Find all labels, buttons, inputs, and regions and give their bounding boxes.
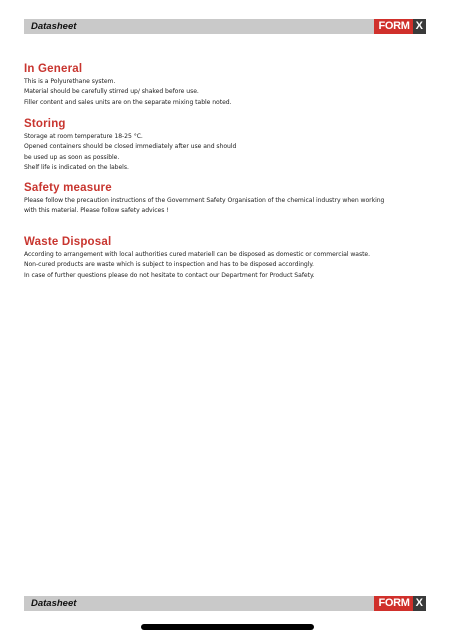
- body-line: Opened containers should be closed immediately after use and should: [24, 143, 237, 151]
- footer-title: Datasheet: [31, 598, 77, 609]
- section-heading: Storing: [24, 118, 66, 130]
- logo-x: X: [413, 596, 426, 611]
- section-storing: [24, 117, 434, 173]
- header-title: Datasheet: [31, 21, 77, 32]
- body-line: Material should be carefully stirred up/ shaked before use.: [24, 88, 199, 96]
- body-line: be used up as soon as possible.: [24, 153, 120, 161]
- header-bar: [24, 19, 426, 34]
- section-heading: Waste Disposal: [24, 236, 112, 248]
- body-line: Shelf life is indicated on the labels.: [24, 163, 129, 171]
- section-heading: In General: [24, 63, 83, 75]
- home-indicator[interactable]: [141, 624, 314, 630]
- section-waste: [24, 235, 434, 281]
- body-line: Storage at room temperature 18-25 °C.: [24, 133, 143, 140]
- logo-x: X: [413, 19, 426, 34]
- logo-text: FORM: [374, 596, 412, 611]
- body-line: Filler content and sales units are on the separate mixing table noted.: [24, 98, 232, 106]
- section-heading: Safety measure: [24, 182, 112, 194]
- section-safety: [24, 181, 434, 217]
- brand-logo: [374, 596, 426, 611]
- body-line: According to arrangement with local authorities cured materiell can be disposed as domestic or commercial waste.: [24, 251, 371, 258]
- brand-logo: [374, 19, 426, 34]
- body-line: This is a Polyurethane system.: [24, 78, 116, 85]
- body-line: In case of further questions please do not hesitate to contact our Department for Product Safety.: [24, 271, 315, 279]
- section-general: [24, 62, 434, 108]
- footer-bar: [24, 596, 426, 611]
- body-line: Please follow the precaution instructions of the Government Safety Organisation of the chemical industry when working: [24, 197, 385, 204]
- body-line: with this material. Please follow safety advices !: [24, 207, 169, 215]
- body-line: Non-cured products are waste which is subject to inspection and has to be disposed accordingly.: [24, 261, 314, 269]
- logo-text: FORM: [374, 19, 412, 34]
